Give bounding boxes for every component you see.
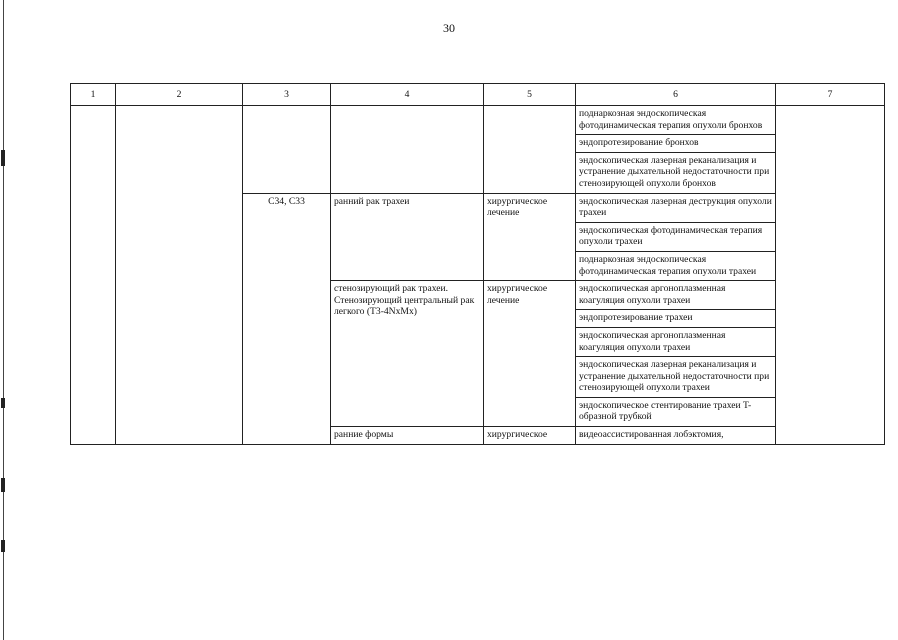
cell-treatment-type — [484, 106, 576, 194]
cell-method: видеоассистированная лобэктомия, — [576, 427, 776, 445]
cell-method: эндоскопическое стентирование трахеи T-образной трубкой — [576, 397, 776, 426]
cell-diagnosis: стенозирующий рак трахеи. Стенозирующий центральный рак легкого (T3-4NxMx) — [331, 281, 484, 427]
cell-method: эндоскопическая фотодинамическая терапия опухоли трахеи — [576, 222, 776, 251]
cell-method: эндоскопическая лазерная реканализация и устранение дыхательной недостаточности при стенозирующей опухоли трахеи — [576, 357, 776, 398]
cell-method: эндоскопическая аргоноплазменная коагуляция опухоли трахеи — [576, 281, 776, 310]
cell-treatment-type: хирургическое лечение — [484, 281, 576, 427]
medical-care-table — [70, 83, 885, 445]
column-header: 3 — [243, 84, 331, 106]
scan-mark — [1, 540, 5, 552]
column-header: 7 — [776, 84, 885, 106]
cell-mkb-code — [243, 106, 331, 194]
column-header: 2 — [116, 84, 243, 106]
cell-treatment-type: хирургическое — [484, 427, 576, 445]
cell-method: эндопротезирование трахеи — [576, 310, 776, 328]
column-header: 5 — [484, 84, 576, 106]
cell-col1 — [71, 106, 116, 445]
cell-diagnosis: ранние формы — [331, 427, 484, 445]
cell-mkb-code: C34, C33 — [243, 193, 331, 444]
table-row — [71, 106, 885, 135]
cell-method: эндопротезирование бронхов — [576, 135, 776, 153]
page-number: 30 — [443, 21, 455, 35]
scan-mark — [1, 398, 5, 408]
scan-mark — [1, 478, 5, 492]
column-header: 4 — [331, 84, 484, 106]
cell-diagnosis: ранний рак трахеи — [331, 193, 484, 281]
column-header: 1 — [71, 84, 116, 106]
column-header: 6 — [576, 84, 776, 106]
cell-method: поднаркозная эндоскопическая фотодинамическая терапия опухоли трахеи — [576, 251, 776, 280]
table-header-row — [71, 84, 885, 106]
cell-method: поднаркозная эндоскопическая фотодинамическая терапия опухоли бронхов — [576, 106, 776, 135]
cell-method: эндоскопическая лазерная реканализация и устранение дыхательной недостаточности при стенозирующей опухоли бронхов — [576, 152, 776, 193]
cell-col2 — [116, 106, 243, 445]
cell-treatment-type: хирургическое лечение — [484, 193, 576, 281]
scan-mark — [1, 150, 5, 166]
cell-method: эндоскопическая аргоноплазменная коагуляция опухоли трахеи — [576, 327, 776, 356]
cell-col7 — [776, 106, 885, 445]
cell-method: эндоскопическая лазерная деструкция опухоли трахеи — [576, 193, 776, 222]
cell-diagnosis — [331, 106, 484, 194]
